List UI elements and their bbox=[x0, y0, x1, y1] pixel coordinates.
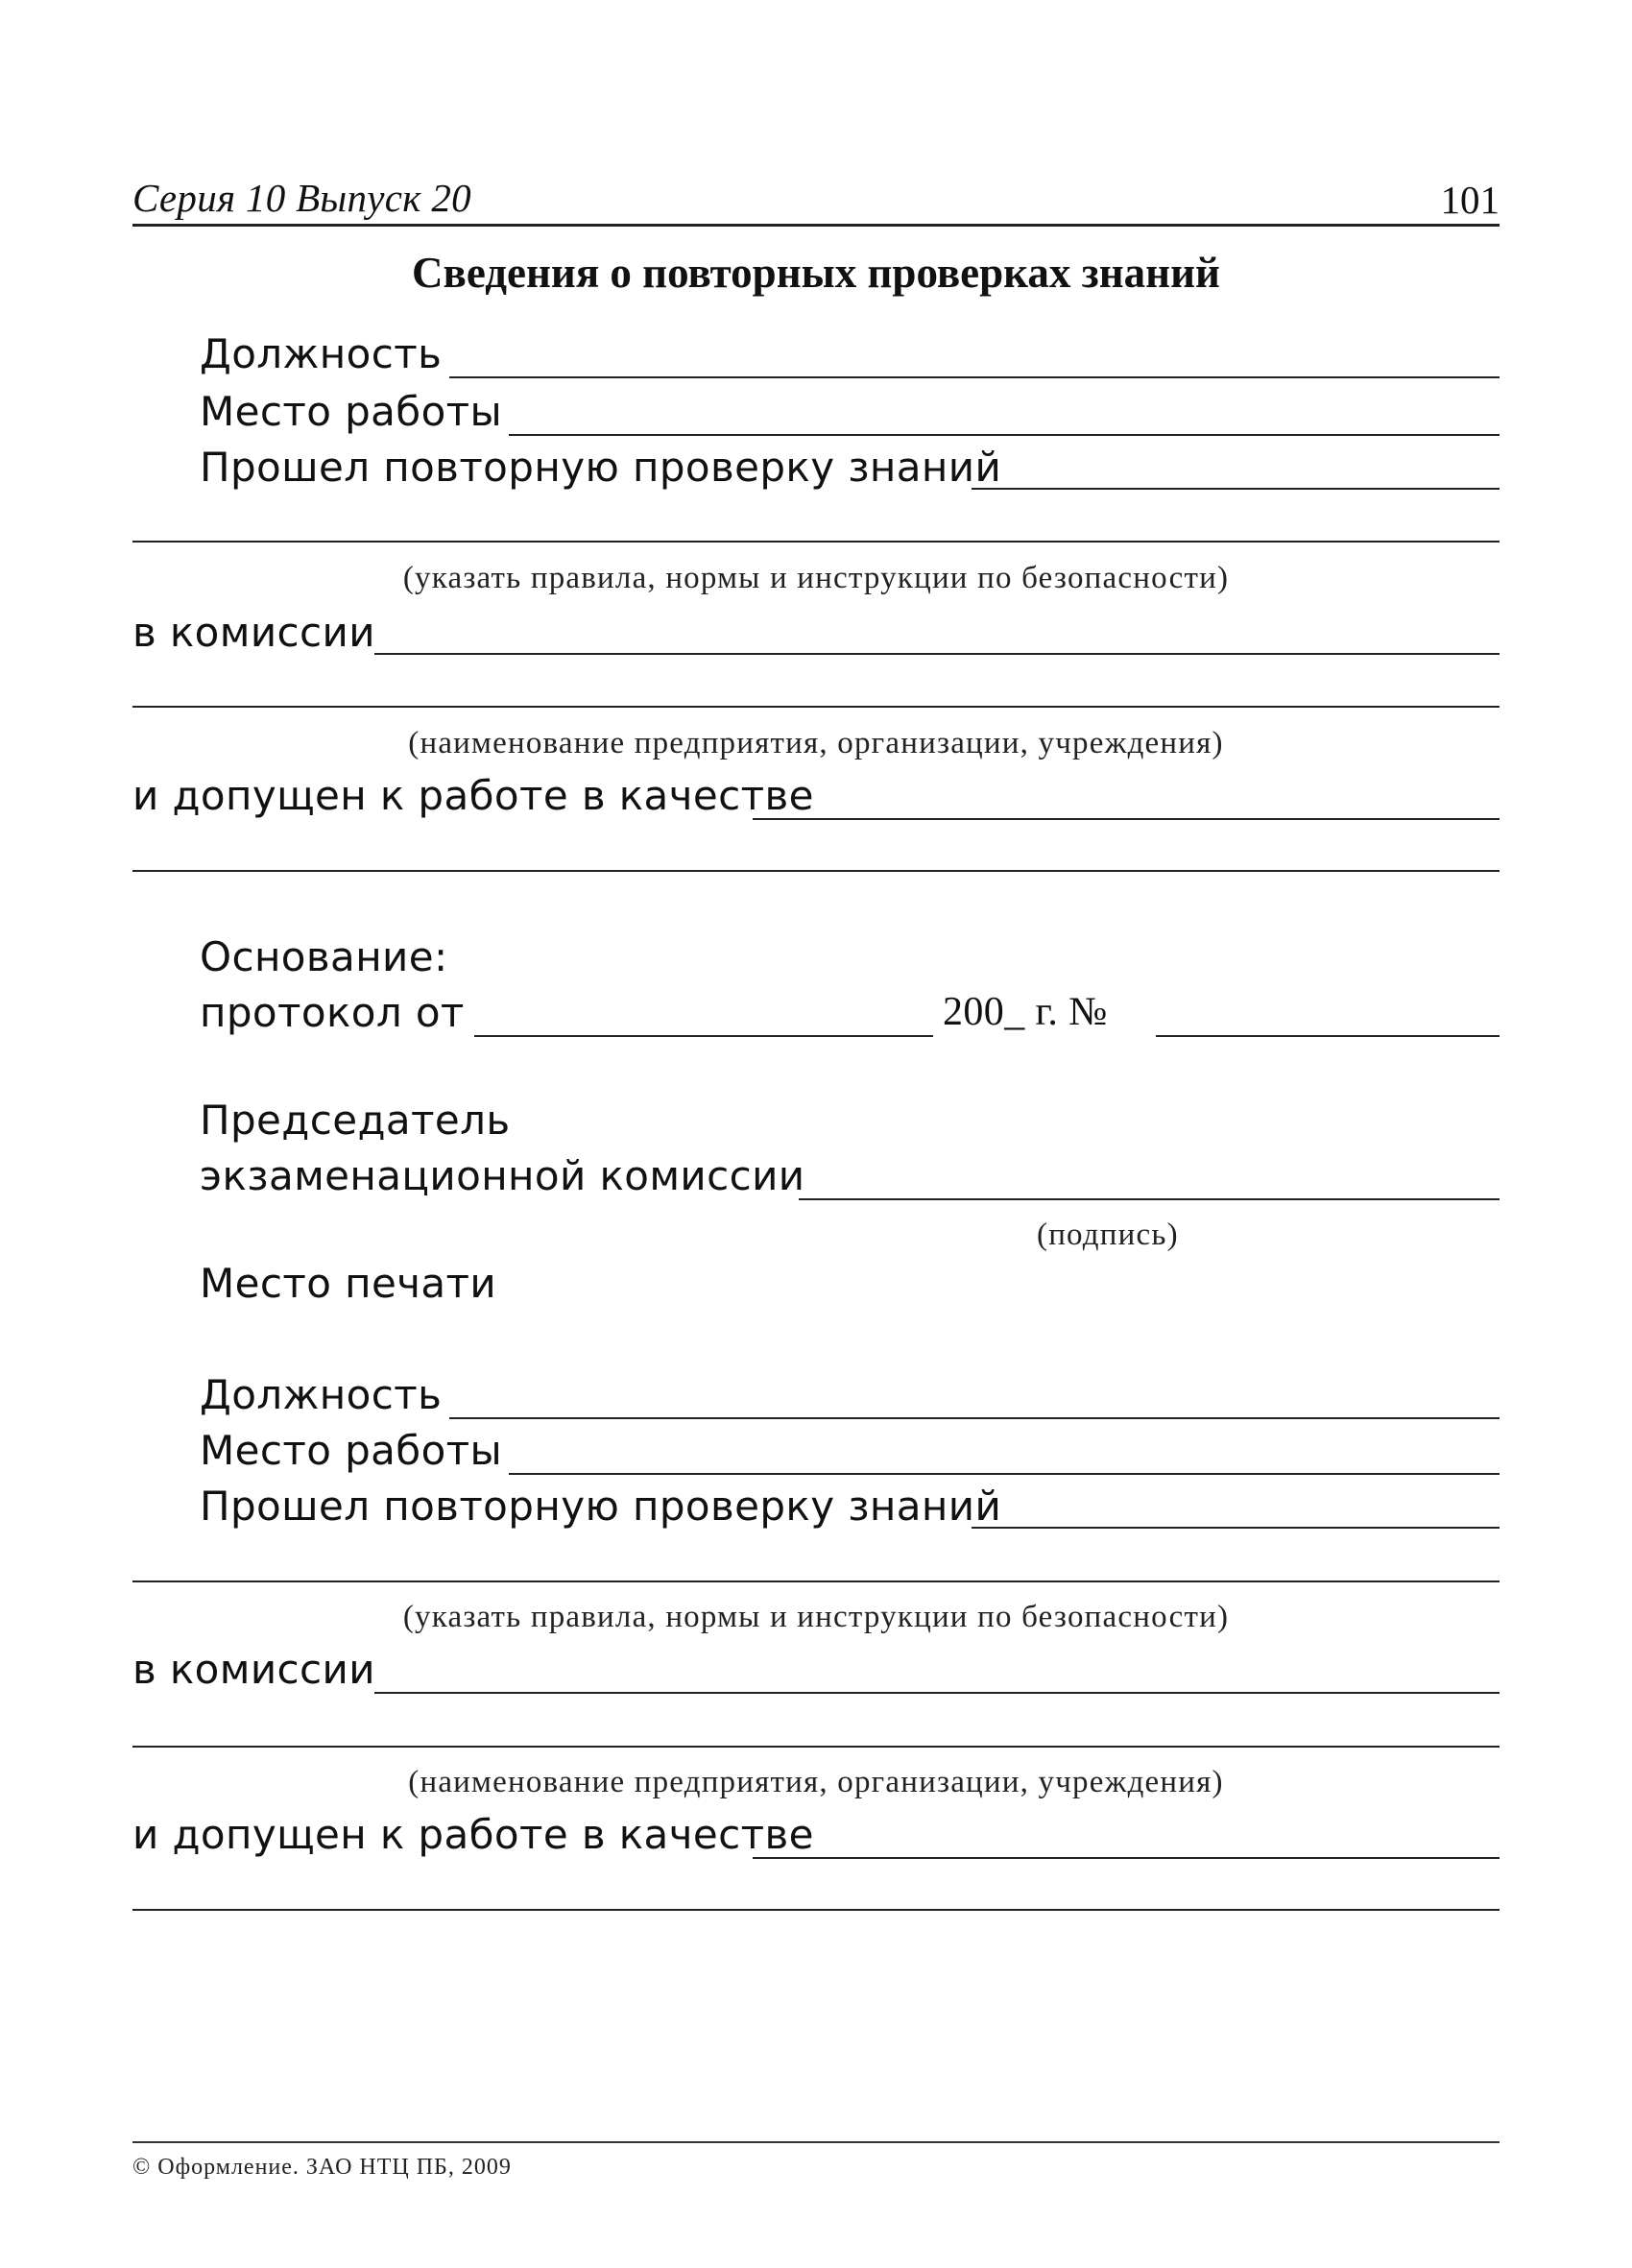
admitted-field-2[interactable] bbox=[753, 1857, 1500, 1859]
organization-field[interactable] bbox=[132, 706, 1500, 708]
page-title: Сведения о повторных проверках знаний bbox=[412, 249, 1220, 297]
footer-divider bbox=[132, 2141, 1500, 2143]
position-label-2: Должность bbox=[200, 1371, 443, 1418]
position-field-2[interactable] bbox=[449, 1417, 1500, 1419]
rules-caption-2: (указать правила, нормы и инструкции по безопасности) bbox=[402, 1600, 1230, 1634]
commission-field[interactable] bbox=[374, 653, 1500, 655]
workplace-field-2[interactable] bbox=[509, 1473, 1500, 1475]
position-label: Должность bbox=[200, 330, 443, 377]
organization-caption: (наименование предприятия, организации, учреждения) bbox=[408, 726, 1224, 760]
organization-field-2[interactable] bbox=[132, 1746, 1500, 1748]
workplace-label-2: Место работы bbox=[200, 1427, 503, 1474]
signature-caption: (подпись) bbox=[1037, 1218, 1179, 1252]
rules-field[interactable] bbox=[132, 541, 1500, 543]
chairman-label: Председатель bbox=[200, 1097, 511, 1144]
organization-caption-2: (наименование предприятия, организации, учреждения) bbox=[408, 1765, 1224, 1799]
passed-check-field[interactable] bbox=[972, 488, 1500, 490]
header-divider bbox=[132, 224, 1500, 227]
page-number: 101 bbox=[1440, 178, 1500, 222]
admitted-extra-field[interactable] bbox=[132, 870, 1500, 872]
passed-check-label-2: Прошел повторную проверку знаний bbox=[200, 1483, 1002, 1530]
admitted-extra-field-2[interactable] bbox=[132, 1909, 1500, 1911]
commission-label-2: в комиссии bbox=[132, 1646, 375, 1693]
commission-label: в комиссии bbox=[132, 609, 375, 656]
rules-caption: (указать правила, нормы и инструкции по безопасности) bbox=[402, 561, 1230, 595]
protocol-label: протокол от bbox=[200, 989, 465, 1036]
running-header-series: Серия 10 Выпуск 20 bbox=[132, 176, 471, 220]
admitted-field[interactable] bbox=[753, 818, 1500, 820]
footer-copyright: © Оформление. ЗАО НТЦ ПБ, 2009 bbox=[132, 2155, 512, 2180]
year-label: 200_ г. № bbox=[943, 990, 1108, 1034]
position-field[interactable] bbox=[449, 376, 1500, 378]
signature-field[interactable] bbox=[799, 1198, 1500, 1200]
protocol-number-field[interactable] bbox=[1156, 1035, 1500, 1037]
rules-field-2[interactable] bbox=[132, 1580, 1500, 1582]
stamp-place-label: Место печати bbox=[200, 1260, 497, 1307]
commission-field-2[interactable] bbox=[374, 1692, 1500, 1694]
exam-commission-label: экзаменационной комиссии bbox=[200, 1152, 805, 1199]
passed-check-field-2[interactable] bbox=[972, 1527, 1500, 1529]
admitted-label-2: и допущен к работе в качестве bbox=[132, 1811, 814, 1858]
protocol-date-field[interactable] bbox=[474, 1035, 933, 1037]
workplace-field[interactable] bbox=[509, 434, 1500, 436]
passed-check-label: Прошел повторную проверку знаний bbox=[200, 444, 1002, 491]
basis-label: Основание: bbox=[200, 933, 448, 980]
admitted-label: и допущен к работе в качестве bbox=[132, 772, 814, 819]
workplace-label: Место работы bbox=[200, 388, 503, 435]
